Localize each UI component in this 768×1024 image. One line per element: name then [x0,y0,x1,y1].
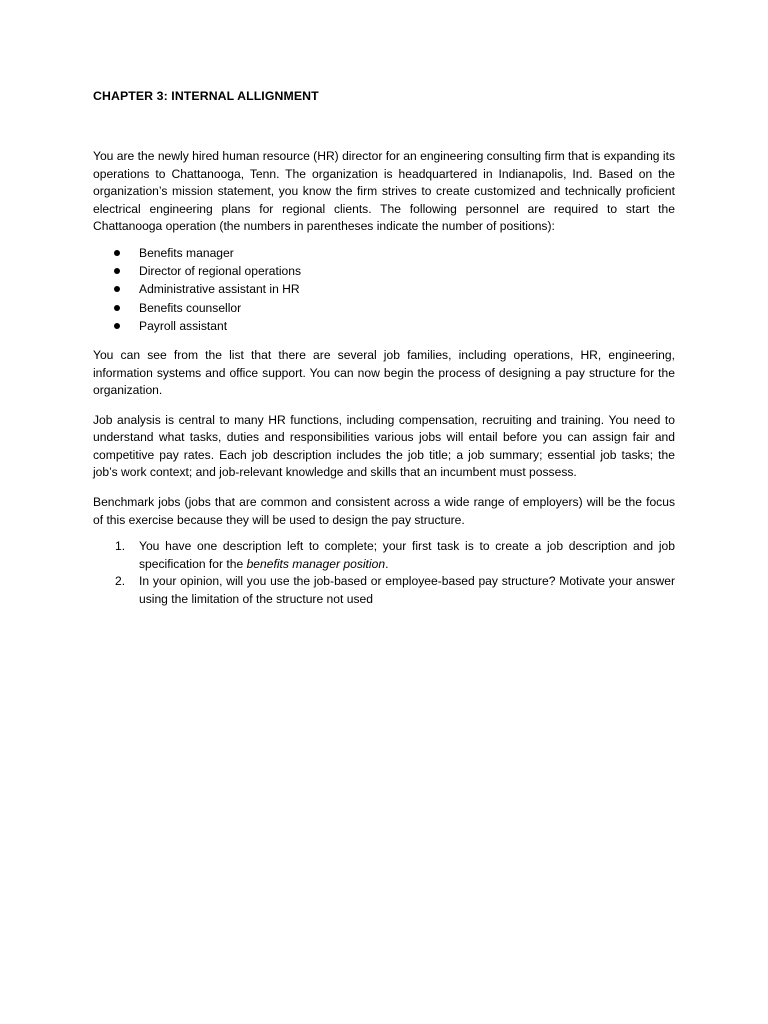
chapter-title: CHAPTER 3: INTERNAL ALLIGNMENT [93,89,319,103]
bullet-icon [114,250,120,256]
task-item [93,538,675,573]
task-number: 1. [115,539,126,554]
bullet-icon [114,305,120,311]
bullet-icon [114,286,120,292]
position-item [93,317,675,335]
positions-list [93,244,675,335]
position-label: Director of regional operations [139,264,302,279]
task-text [139,573,675,608]
task-text-before: In your opinion, will you use the job-based or employee-based pay structure? Motivate your answer using the limitation of the structure not used [139,574,675,607]
position-label: Benefits manager [139,245,234,260]
tasks-list [93,538,675,608]
document-body [93,88,675,609]
task-text [139,538,675,573]
task-text-after: . [385,556,389,571]
position-label: Payroll assistant [139,318,228,333]
benchmark-paragraph: Benchmark jobs (jobs that are common and consistent across a wide range of employers) will be the focus of this exercise because they will be used to design the pay structure. [93,495,675,527]
task-number: 2. [115,574,126,589]
position-item [93,280,675,298]
task-emphasis: benefits manager position [246,556,386,571]
job-analysis-paragraph: Job analysis is central to many HR functions, including compensation, recruiting and training. You need to understand what tasks, duties and responsibilities various jobs will entail before you can assign fair and competitive pay rates. Each job description includes the job title; a job summary; essential job tasks; the job’s work context; and job-relevant knowledge and skills that an incumbent must possess. [93,412,675,480]
bullet-icon [114,323,120,329]
task-item [93,573,675,608]
position-item [93,262,675,280]
position-item [93,299,675,317]
position-label: Administrative assistant in HR [139,282,300,297]
position-item [93,244,675,262]
job-families-paragraph: You can see from the list that there are several job families, including operations, HR, engineering, information systems and office support. You can now begin the process of designing a pay structure for the organization. [93,347,675,398]
bullet-icon [114,268,120,274]
task-text-before: You have one description left to complete; your first task is to create a job description and job specification for the [139,539,675,571]
intro-paragraph: You are the newly hired human resource (HR) director for an engineering consulting firm that is expanding its operations to Chattanooga, Tenn. The organization is headquartered in Indianapolis, Ind. Based on the organization’s mission statement, you know the firm strives to create customized and technically proficient electrical engineering plans for regional clients. The following personnel are required to start the Chattanooga operation (the numbers in parentheses indicate the number of positions): [93,149,675,234]
position-label: Benefits counsellor [139,300,242,315]
